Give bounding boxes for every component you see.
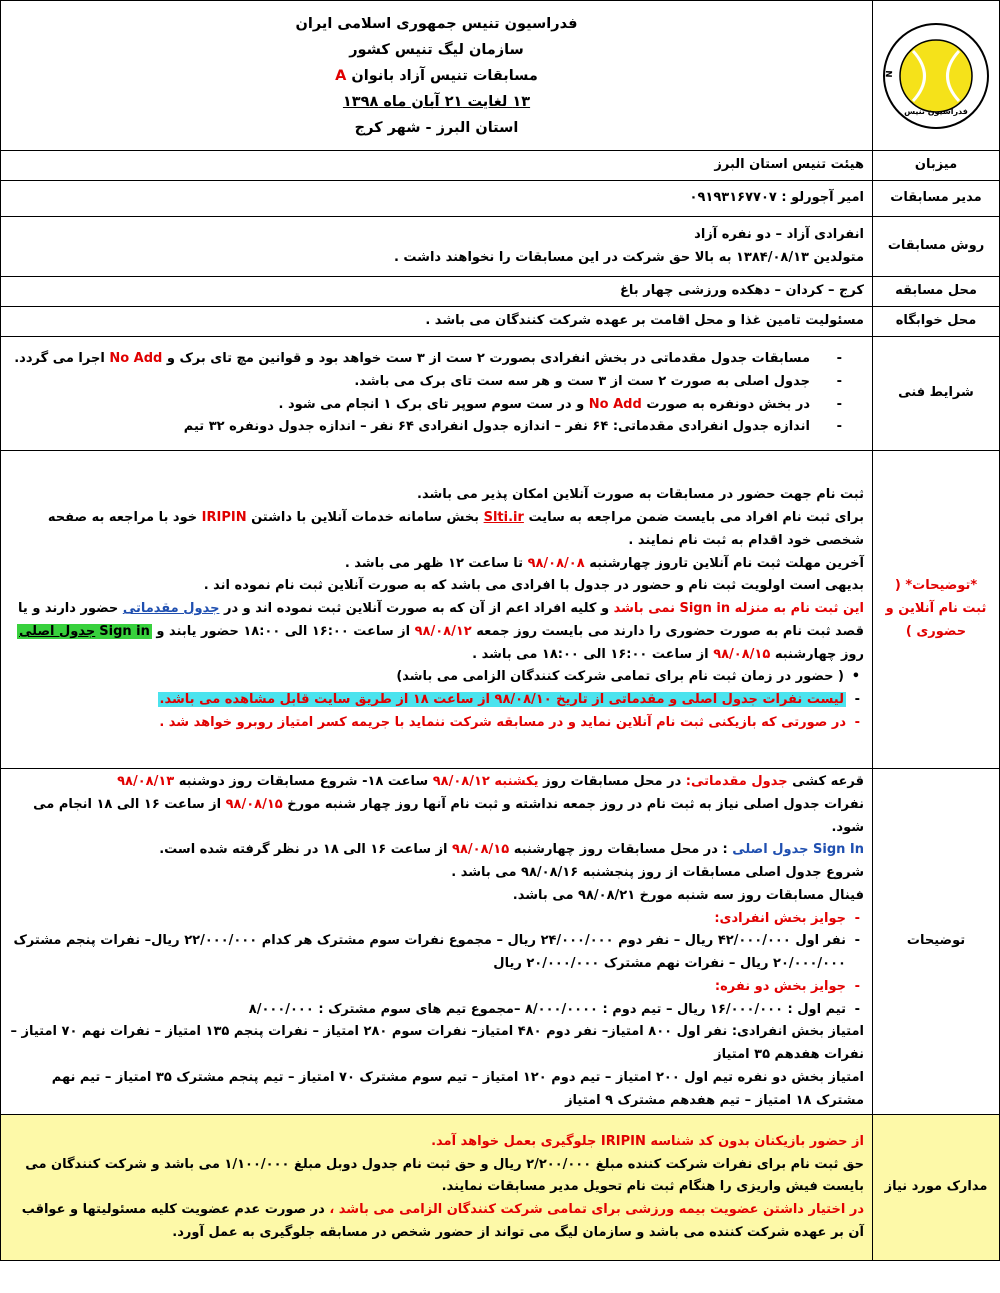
federation-logo xyxy=(881,21,991,131)
method-label: روش مسابقات xyxy=(873,217,1000,277)
venue-label: محل مسابقه xyxy=(873,277,1000,307)
required-docs: از حضور بازیکنان بدون کد شناسه IRIPIN جلوگیری بعمل خواهد آمد. حق ثبت نام برای نفرات شرکت کننده مبلغ ۲/۲۰۰/۰۰۰ ریال و حق ثبت نام جدول دوبل مبلغ ۱/۱۰۰/۰۰۰ می باشد و شرکت کنندگان می بایست فیش واریزی را هنگام ثبت نام تحویل مدیر مسابقات نمایند. در اختیار داشتن عضویت بیمه ورزشی برای تمامی شرکت کنندگان الزامی می باشد ، در صورت عدم عضویت کلیه مسئولیتها و عواقب آن بر عهده شرکت کننده می باشد و سازمان لیگ می تواند از حضور شخص در مسابقه جلوگیری به عمل آورد. xyxy=(1,1115,873,1261)
technical-item: - مسابقات جدول مقدماتی در بخش انفرادی بصورت ۲ ست از ۳ ست خواهد بود و قوانین مچ تای برک و No Add اجرا می گردد. xyxy=(9,348,864,371)
method-value: انفرادی آزاد – دو نفره آزاد متولدین ۱۳۸۴/۰۸/۱۳ به بالا حق شرکت در این مسابقات را نخواهند داشت . xyxy=(1,217,873,277)
host-value: هیئت تنیس استان البرز xyxy=(1,151,873,181)
svg-text:TENNIS FEDERATION ISLAMIC REPU: N xyxy=(884,69,896,78)
location: استان البرز - شهر کرج xyxy=(354,119,519,136)
host-label: میزبان xyxy=(873,151,1000,181)
lodging-label: محل خوابگاه xyxy=(873,307,1000,337)
required-docs-label: مدارک مورد نیاز xyxy=(873,1115,1000,1261)
details: قرعه کشی جدول مقدماتی: در محل مسابقات روز یکشنبه ۹۸/۰۸/۱۲ ساعت ۱۸- شروع مسابقات روز دوشنبه ۹۸/۰۸/۱۳ نفرات جدول اصلی نیاز به ثبت نام در روز جمعه نداشته و ثبت نام آنها روز چهار شنبه مورخ ۹۸/۰۸/۱۵ از ساعت ۱۶ الی ۱۸ انجام می شود. Sign In جدول اصلی : در محل مسابقات روز چهارشنبه ۹۸/۰۸/۱۵ از ساعت ۱۶ الی ۱۸ در نظر گرفته شده است. شروع جدول اصلی مسابقات از روز پنجشنبه ۹۸/۰۸/۱۶ می باشد . فینال مسابقات روز سه شنبه مورخ ۹۸/۰۸/۲۱ می باشد. - جوایز بخش انفرادی: - نفر اول ۴۲/۰۰۰/۰۰۰ ریال – نفر دوم ۲۴/۰۰۰/۰۰۰ ریال – مجموع نفرات سوم مشترک هر کدام ۲۲/۰۰۰/۰۰۰ ریال– نفرات پنجم مشترک ۲۰/۰۰۰/۰۰۰ ریال – نفرات نهم مشترک ۲۰/۰۰۰/۰۰۰ ریال - جوایز بخش دو نفره: - تیم اول : ۱۶/۰۰۰/۰۰۰ ریال – تیم دوم : ۸/۰۰۰/۰۰۰۰ –مجموع تیم های سوم مشترک : ۸/۰۰۰/۰۰۰ امتیاز بخش انفرادی: نفر اول ۸۰۰ امتیاز– نفر دوم ۴۸۰ امتیاز– نفرات سوم ۲۸۰ امتیاز – نفرات پنجم ۱۳۵ امتیاز – نفرات نهم ۷۰ امتیاز –نفرات هفدهم ۳۵ امتیاز امتیاز بخش دو نفره تیم اول ۲۰۰ امتیاز – تیم دوم ۱۲۰ امتیاز – تیم سوم مشترک ۷۰ امتیاز – تیم پنجم مشترک ۳۵ امتیاز – تیم نهم مشترک ۱۸ امتیاز – تیم هفدهم مشترک ۹ امتیاز xyxy=(1,769,873,1115)
registration-notes: ثبت نام جهت حضور در مسابقات به صورت آنلاین امکان پذیر می باشد. برای ثبت نام افراد می بایست ضمن مراجعه به سایت Slti.ir بخش سامانه خدمات آنلاین با داشتن IRIPIN خود با مراجعه به صفحه شخصی خود اقدام به ثبت نام نمایند . آخرین مهلت ثبت نام آنلاین تاروز چهارشنبه ۹۸/۰۸/۰۸ تا ساعت ۱۲ ظهر می باشد . بدیهی است اولویت ثبت نام و حضور در جدول با افرادی می باشد که به صورت آنلاین ثبت نام نموده اند . این ثبت نام به منزله Sign in نمی باشد و کلیه افراد اعم از آن که به صورت آنلاین ثبت نموده اند و در جدول مقدماتی حضور دارند و یا قصد ثبت نام به صورت حضوری را دارند می بایست روز جمعه ۹۸/۰۸/۱۲ از ساعت ۱۶:۰۰ الی ۱۸:۰۰ حضور یابند و Sign inجدول اصلی روز چهارشنبه ۹۸/۰۸/۱۵ از ساعت ۱۶:۰۰ الی ۱۸:۰۰ می باشد . • ( حضور در زمان ثبت نام برای تمامی شرکت کنندگان الزامی می باشد) - لیست نفرات جدول اصلی و مقدماتی از تاریخ ۹۸/۰۸/۱۰ از ساعت ۱۸ از طریق سایت قابل مشاهده می باشد. - در صورتی که بازیکنی ثبت نام آنلاین نماید و در مسابقه شرکت ننماید با جریمه کسر امتیاز روبرو خواهد شد . xyxy=(1,451,873,769)
venue-value: کرج – کردان – دهکده ورزشی چهار باغ xyxy=(1,277,873,307)
federation-title: فدراسیون تنیس جمهوری اسلامی ایران xyxy=(295,15,578,32)
tennis-ball-icon xyxy=(900,40,972,112)
slti-link[interactable]: Slti.ir xyxy=(483,510,524,526)
lodging-value: مسئولیت تامین غذا و محل اقامت بر عهده شرکت کنندگان می باشد . xyxy=(1,307,873,337)
technical-item: - در بخش دونفره به صورت No Add و در ست سوم سوپر تای برک ۱ انجام می شود . xyxy=(9,394,864,417)
details-label: توضیحات xyxy=(873,769,1000,1115)
technical-label: شرایط فنی xyxy=(873,337,1000,451)
league-title: سازمان لیگ تنیس کشور xyxy=(349,41,524,58)
technical-conditions xyxy=(1,337,873,451)
director-label: مدیر مسابقات xyxy=(873,181,1000,217)
technical-item: - جدول اصلی به صورت ۲ ست از ۳ ست و هر سه ست تای برک می باشد. xyxy=(9,371,864,394)
director-value: امیر آجورلو : ۰۹۱۹۳۱۶۷۷۰۷ xyxy=(1,181,873,217)
technical-item: - اندازه جدول انفرادی مقدماتی: ۶۴ نفر – اندازه جدول انفرادی ۶۴ نفر – اندازه جدول دونفره ۳۲ تیم xyxy=(9,416,864,439)
registration-notes-label: *توضیحات* ( ثبت نام آنلاین و حضوری ) xyxy=(873,451,1000,769)
competition-title: مسابقات تنیس آزاد بانوان A xyxy=(335,67,538,84)
logo-caption: فدراسیون تنیس xyxy=(904,106,968,116)
header-cell xyxy=(1,1,873,151)
logo-cell xyxy=(873,1,1000,151)
date-range: ۱۳ لغایت ۲۱ آبان ماه ۱۳۹۸ xyxy=(342,93,531,110)
